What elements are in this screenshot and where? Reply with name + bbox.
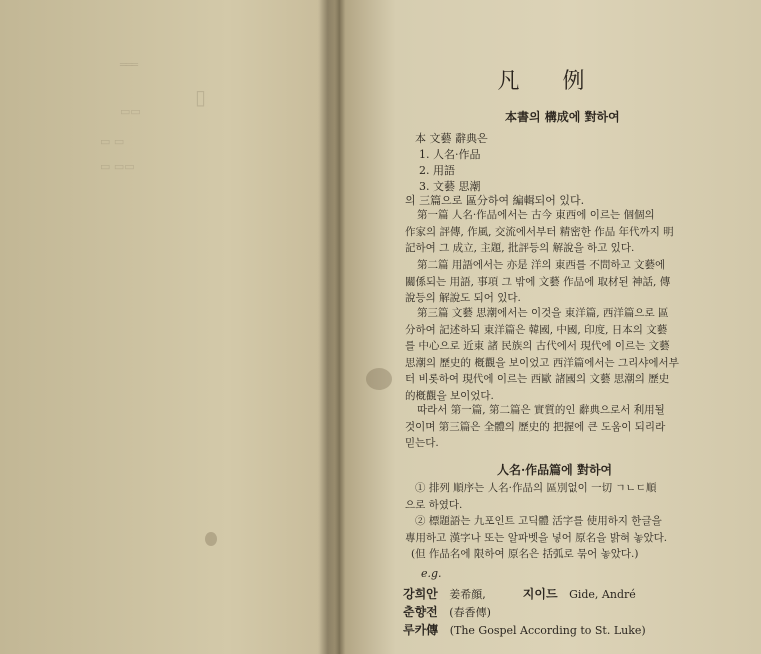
paragraph-third-volume xyxy=(405,305,679,404)
text-line: 믿는다. xyxy=(405,437,439,449)
list-item: 2. 用語 xyxy=(419,164,455,177)
closing-line: 의 三篇으로 區分하여 編輯되어 있다. xyxy=(405,194,585,207)
text-line: 記하여 그 成立, 主題, 批評등의 解說을 하고 있다. xyxy=(405,242,635,254)
example-headword: 춘향전 xyxy=(403,605,438,619)
text-line: 的槪觀을 보이었다. xyxy=(405,389,494,402)
list-item: 1. 人名·作品 xyxy=(419,148,481,161)
paragraph-conclusion xyxy=(405,402,665,452)
bleed-mark: ▭ ▭ xyxy=(100,135,125,148)
example-headword: 루카傳 xyxy=(403,623,439,637)
example-original: (春香傳) xyxy=(449,606,491,619)
paragraph-first-volume xyxy=(405,207,674,257)
section-heading-names: 人名·作品篇에 對하여 xyxy=(497,463,613,477)
example-entry xyxy=(403,603,491,620)
intro-line: 本 文藝 辭典은 xyxy=(415,132,488,145)
text-line: 를 中心으로 近東 諸 民族의 古代에서 現代에 이르는 文藝 xyxy=(405,340,670,352)
rule-headwords xyxy=(405,513,667,563)
example-original: Gide, André xyxy=(569,588,636,601)
example-original: 姜希顔, xyxy=(449,588,486,601)
example-headword: 지이드 xyxy=(522,587,558,601)
text-line: 으로 하였다. xyxy=(405,498,463,511)
paper-stain xyxy=(205,532,217,546)
text-line: 따라서 第一篇, 第二篇은 實質的인 辭典으로서 利用될 xyxy=(417,404,665,416)
example-entry xyxy=(403,585,636,602)
example-headword: 강희안 xyxy=(403,587,438,601)
example-original: (The Gospel According to St. Luke) xyxy=(449,624,646,637)
text-line: 分하여 記述하되 東洋篇은 韓國, 中國, 印度, 日本의 文藝 xyxy=(405,323,668,336)
text-line: 關係되는 用語, 事項 그 밖에 文藝 作品에 取材된 神話, 傳 xyxy=(405,275,671,288)
text-line: 思潮의 歷史的 槪觀을 보이었고 西洋篇에서는 그리샤에서부 xyxy=(405,356,679,369)
bleed-mark: ▯ xyxy=(195,85,207,109)
text-line: 說등의 解說도 되어 있다. xyxy=(405,292,521,304)
section-heading-structure: 本書의 構成에 對하여 xyxy=(505,110,620,124)
example-label: e.g. xyxy=(421,567,442,580)
text-line: 專用하고 漢字나 또는 알파벳을 넣어 原名을 밝혀 놓았다. xyxy=(405,531,668,544)
text-line: (但 作品名에 限하여 原名은 括弧로 묶어 놓았다.) xyxy=(411,548,639,560)
text-line: ① 排列 順序는 人名·作品의 區別없이 一切 ㄱㄴㄷ順 xyxy=(415,482,657,494)
left-page-bleedthrough xyxy=(0,0,330,654)
text-line: 第二篇 用語에서는 亦是 洋의 東西를 不問하고 文藝에 xyxy=(417,259,666,271)
paper-stain xyxy=(366,368,392,390)
bleed-mark: ▭ ▭▭ xyxy=(100,160,135,173)
example-entry xyxy=(403,621,646,638)
text-line: 터 비롯하여 現代에 이르는 西歐 諸國의 文藝 思潮의 歷史 xyxy=(405,373,670,385)
paragraph-second-volume xyxy=(405,257,670,307)
bleed-mark: ═══ xyxy=(120,60,139,71)
text-line: ② 標題語는 九포인트 고딕體 活字를 使用하지 한글을 xyxy=(415,515,662,527)
page-title: 凡 例 xyxy=(497,69,603,94)
right-page xyxy=(345,0,755,654)
list-item: 3. 文藝 思潮 xyxy=(419,180,481,193)
bleed-mark: ▭▭ xyxy=(120,105,141,118)
rule-ordering xyxy=(405,480,656,513)
text-line: 것이며 第三篇은 全體의 歷史的 把握에 큰 도움이 되리라 xyxy=(405,420,666,433)
text-line: 第三篇 文藝 思潮에서는 이것을 東洋篇, 西洋篇으로 區 xyxy=(417,307,669,319)
text-line: 第一篇 人名·作品에서는 古今 東西에 이르는 個個의 xyxy=(417,209,655,221)
text-line: 作家의 評傳, 作風, 交流에서부터 精密한 作品 年代까지 明 xyxy=(405,225,674,238)
